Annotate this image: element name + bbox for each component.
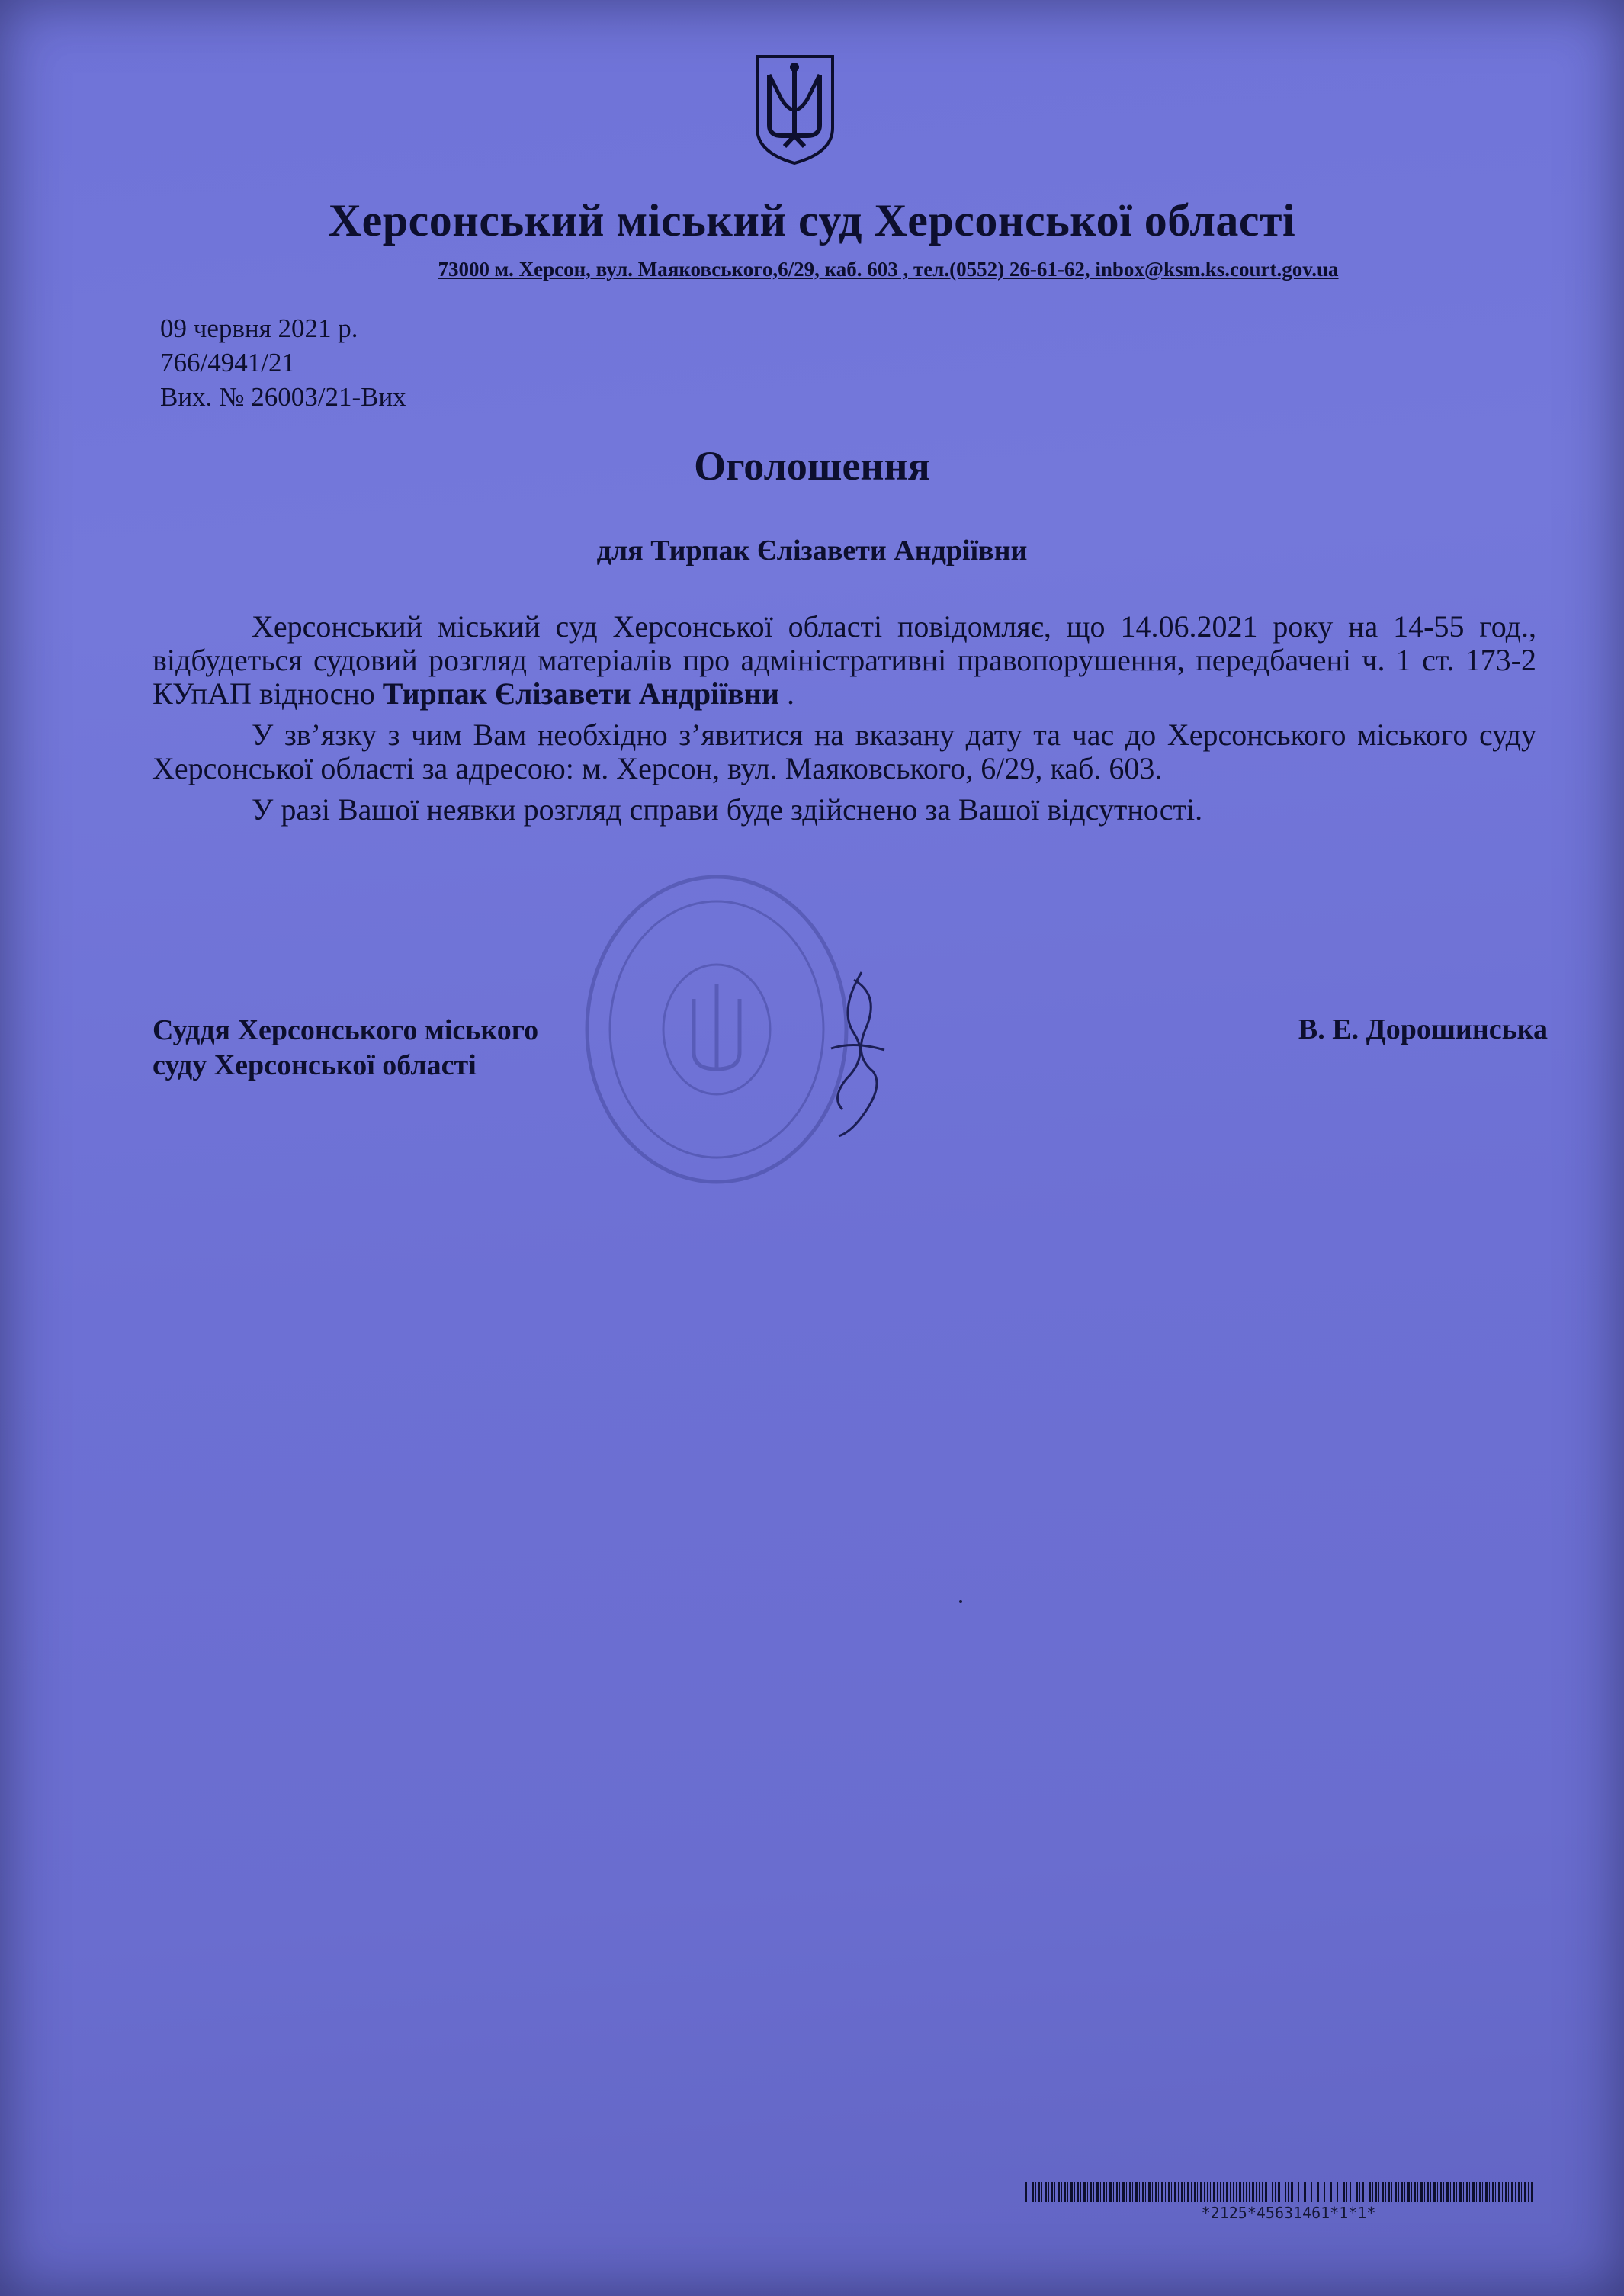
barcode (1025, 2182, 1533, 2202)
case-number: 766/4941/21 (160, 348, 295, 377)
judge-position (152, 1013, 538, 1083)
handwritten-signature (808, 965, 900, 1140)
paragraph-hearing-text: Херсонський міський суд Херсонської області повідомляє, що 14.06.2021 року на 14-55 год., відбудеться судовий розгляд матеріалів про адміністративні правопорушення, передбачені ч. 1 ст. 173-2 КУпАП відносно (152, 609, 1536, 711)
barcode-number: *2125*45631461*1*1* (1201, 2204, 1376, 2222)
paragraph-hearing-end: . (779, 676, 794, 711)
defendant-name: Тирпак Єлізавети Андріївни (382, 676, 779, 711)
document-meta (160, 311, 406, 414)
announcement-body (152, 610, 1536, 834)
document-title: Оголошення (694, 443, 930, 489)
paragraph-appearance: У зв’язку з чим Вам необхідно з’явитися на вказану дату та час до Херсонського міського суду Херсонської області за адресою: м. Херсон, вул. Маяковського, 6/29, каб. 603. (152, 718, 1536, 785)
paragraph-absence: У разі Вашої неявки розгляд справи буде здійснено за Вашої відсутності. (252, 792, 1203, 827)
court-address: 73000 м. Херсон, вул. Маяковського,6/29, каб. 603 , тел.(0552) 26-61-62, inbox@ksm.ks.court.gov.ua (438, 258, 1339, 281)
outgoing-number: Вих. № 26003/21-Вих (160, 382, 406, 412)
document-date: 09 червня 2021 р. (160, 313, 358, 343)
paragraph-hearing (152, 610, 1536, 711)
addressee: для Тирпак Єлізавети Андріївни (596, 535, 1028, 567)
court-title: Херсонський міський суд Херсонської області (328, 195, 1296, 246)
paper-speck (959, 1600, 962, 1603)
judge-position-line2: суду Херсонської області (152, 1049, 477, 1081)
judge-name: В. Е. Дорошинська (1298, 1013, 1548, 1045)
judge-position-line1: Суддя Херсонського міського (152, 1014, 539, 1046)
trident-coat-of-arms-icon (751, 52, 839, 166)
